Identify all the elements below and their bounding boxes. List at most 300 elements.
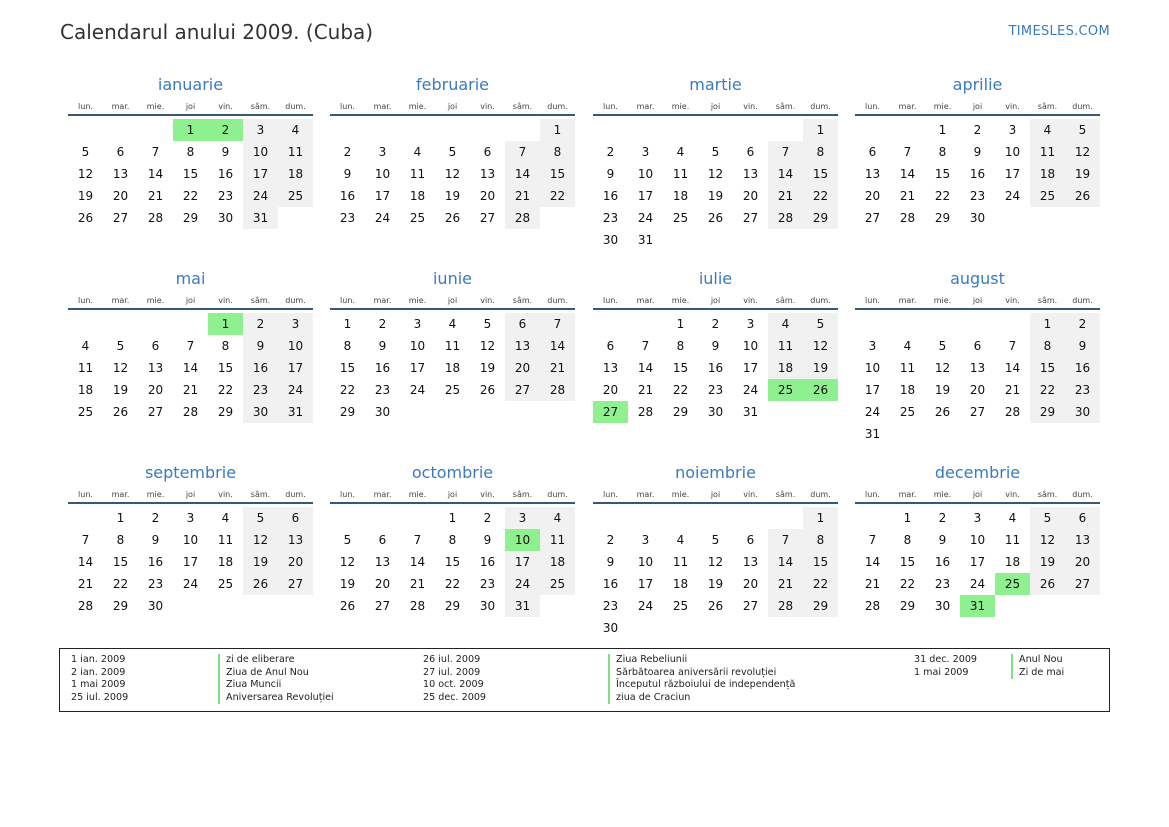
day-cell[interactable]: 26: [339, 599, 356, 613]
day-cell[interactable]: 31: [637, 233, 654, 247]
day-cell[interactable]: 23: [243, 379, 278, 401]
day-cell[interactable]: 29: [1030, 401, 1065, 423]
day-cell[interactable]: 23: [707, 383, 724, 397]
day-cell[interactable]: 30: [1065, 401, 1100, 423]
day-cell[interactable]: 23: [602, 599, 619, 613]
day-cell[interactable]: 5: [938, 339, 947, 353]
day-cell[interactable]: 21: [540, 357, 575, 379]
day-cell[interactable]: 30: [602, 233, 619, 247]
day-cell[interactable]: 28: [182, 405, 199, 419]
day-cell[interactable]: 30: [374, 405, 391, 419]
day-cell[interactable]: 12: [707, 555, 724, 569]
day-cell[interactable]: 13: [864, 167, 881, 181]
day-cell[interactable]: 6: [278, 507, 313, 529]
day-cell[interactable]: 16: [374, 361, 391, 375]
day-cell[interactable]: 21: [864, 577, 881, 591]
day-cell[interactable]: 30: [934, 599, 951, 613]
day-cell[interactable]: 18: [768, 357, 803, 379]
day-cell[interactable]: 14: [409, 555, 426, 569]
day-cell[interactable]: 6: [151, 339, 160, 353]
day-cell[interactable]: 21: [505, 185, 540, 207]
day-cell[interactable]: 10: [505, 529, 540, 551]
day-cell[interactable]: 28: [637, 405, 654, 419]
day-cell[interactable]: 3: [868, 339, 877, 353]
day-cell[interactable]: 6: [1065, 507, 1100, 529]
day-cell[interactable]: 3: [243, 119, 278, 141]
day-cell[interactable]: 7: [768, 141, 803, 163]
day-cell[interactable]: 15: [182, 167, 199, 181]
day-cell[interactable]: 5: [448, 145, 457, 159]
day-cell[interactable]: 22: [672, 383, 689, 397]
day-cell[interactable]: 14: [505, 163, 540, 185]
day-cell[interactable]: 9: [606, 167, 615, 181]
day-cell[interactable]: 21: [1004, 383, 1021, 397]
day-cell[interactable]: 11: [444, 339, 461, 353]
day-cell[interactable]: 2: [343, 145, 352, 159]
day-cell[interactable]: 18: [278, 163, 313, 185]
day-cell[interactable]: 5: [81, 145, 90, 159]
day-cell[interactable]: 12: [112, 361, 129, 375]
day-cell[interactable]: 1: [803, 507, 838, 529]
day-cell[interactable]: 17: [409, 361, 426, 375]
day-cell[interactable]: 27: [278, 573, 313, 595]
day-cell[interactable]: 2: [938, 511, 947, 525]
day-cell[interactable]: 22: [182, 189, 199, 203]
day-cell[interactable]: 24: [182, 577, 199, 591]
day-cell[interactable]: 3: [413, 317, 422, 331]
day-cell[interactable]: 17: [637, 189, 654, 203]
day-cell[interactable]: 8: [186, 145, 195, 159]
day-cell[interactable]: 21: [768, 185, 803, 207]
day-cell[interactable]: 14: [768, 163, 803, 185]
day-cell[interactable]: 23: [602, 211, 619, 225]
day-cell[interactable]: 2: [606, 533, 615, 547]
day-cell[interactable]: 22: [1030, 379, 1065, 401]
day-cell[interactable]: 9: [1065, 335, 1100, 357]
day-cell[interactable]: 24: [864, 405, 881, 419]
day-cell[interactable]: 10: [409, 339, 426, 353]
day-cell[interactable]: 12: [1065, 141, 1100, 163]
day-cell[interactable]: 27: [864, 211, 881, 225]
day-cell[interactable]: 26: [112, 405, 129, 419]
day-cell[interactable]: 4: [81, 339, 90, 353]
day-cell[interactable]: 1: [448, 511, 457, 525]
day-cell[interactable]: 24: [505, 573, 540, 595]
day-cell[interactable]: 4: [448, 317, 457, 331]
day-cell[interactable]: 15: [112, 555, 129, 569]
day-cell[interactable]: 25: [1030, 185, 1065, 207]
day-cell[interactable]: 4: [221, 511, 230, 525]
day-cell[interactable]: 10: [374, 167, 391, 181]
day-cell[interactable]: 28: [409, 599, 426, 613]
day-cell[interactable]: 16: [243, 357, 278, 379]
day-cell[interactable]: 17: [278, 357, 313, 379]
day-cell[interactable]: 30: [602, 621, 619, 635]
day-cell[interactable]: 6: [378, 533, 387, 547]
day-cell[interactable]: 31: [278, 401, 313, 423]
day-cell[interactable]: 20: [112, 189, 129, 203]
day-cell[interactable]: 10: [278, 335, 313, 357]
day-cell[interactable]: 11: [672, 167, 689, 181]
day-cell[interactable]: 24: [374, 211, 391, 225]
day-cell[interactable]: 20: [479, 189, 496, 203]
day-cell[interactable]: 15: [540, 163, 575, 185]
day-cell[interactable]: 18: [77, 383, 94, 397]
day-cell[interactable]: 27: [742, 211, 759, 225]
day-cell[interactable]: 20: [505, 357, 540, 379]
day-cell[interactable]: 5: [711, 145, 720, 159]
day-cell[interactable]: 3: [278, 313, 313, 335]
day-cell[interactable]: 17: [1004, 167, 1021, 181]
day-cell[interactable]: 30: [479, 599, 496, 613]
day-cell[interactable]: 16: [969, 167, 986, 181]
day-cell[interactable]: 22: [112, 577, 129, 591]
day-cell[interactable]: 22: [803, 573, 838, 595]
day-cell[interactable]: 5: [116, 339, 125, 353]
day-cell[interactable]: 25: [768, 379, 803, 401]
day-cell[interactable]: 24: [1004, 189, 1021, 203]
day-cell[interactable]: 26: [934, 405, 951, 419]
day-cell[interactable]: 24: [278, 379, 313, 401]
day-cell[interactable]: 13: [969, 361, 986, 375]
day-cell[interactable]: 29: [934, 211, 951, 225]
day-cell[interactable]: 25: [899, 405, 916, 419]
day-cell[interactable]: 7: [868, 533, 877, 547]
day-cell[interactable]: 17: [505, 551, 540, 573]
day-cell[interactable]: 26: [1030, 573, 1065, 595]
day-cell[interactable]: 5: [803, 313, 838, 335]
day-cell[interactable]: 18: [899, 383, 916, 397]
day-cell[interactable]: 16: [602, 577, 619, 591]
day-cell[interactable]: 17: [864, 383, 881, 397]
day-cell[interactable]: 27: [969, 405, 986, 419]
day-cell[interactable]: 3: [973, 511, 982, 525]
day-cell[interactable]: 4: [768, 313, 803, 335]
day-cell[interactable]: 18: [1030, 163, 1065, 185]
day-cell[interactable]: 12: [1030, 529, 1065, 551]
day-cell[interactable]: 27: [479, 211, 496, 225]
day-cell[interactable]: 21: [77, 577, 94, 591]
day-cell[interactable]: 9: [711, 339, 720, 353]
day-cell[interactable]: 2: [378, 317, 387, 331]
day-cell[interactable]: 10: [864, 361, 881, 375]
day-cell[interactable]: 1: [343, 317, 352, 331]
day-cell[interactable]: 3: [641, 533, 650, 547]
day-cell[interactable]: 13: [112, 167, 129, 181]
day-cell[interactable]: 21: [899, 189, 916, 203]
day-cell[interactable]: 16: [147, 555, 164, 569]
day-cell[interactable]: 25: [995, 573, 1030, 595]
day-cell[interactable]: 1: [540, 119, 575, 141]
day-cell[interactable]: 13: [479, 167, 496, 181]
day-cell[interactable]: 3: [1008, 123, 1017, 137]
day-cell[interactable]: 8: [938, 145, 947, 159]
day-cell[interactable]: 26: [803, 379, 838, 401]
day-cell[interactable]: 17: [243, 163, 278, 185]
day-cell[interactable]: 12: [444, 167, 461, 181]
day-cell[interactable]: 3: [505, 507, 540, 529]
day-cell[interactable]: 22: [444, 577, 461, 591]
day-cell[interactable]: 25: [672, 211, 689, 225]
day-cell[interactable]: 20: [742, 577, 759, 591]
day-cell[interactable]: 1: [1030, 313, 1065, 335]
day-cell[interactable]: 10: [637, 167, 654, 181]
day-cell[interactable]: 10: [969, 533, 986, 547]
day-cell[interactable]: 12: [707, 167, 724, 181]
day-cell[interactable]: 8: [903, 533, 912, 547]
day-cell[interactable]: 28: [864, 599, 881, 613]
day-cell[interactable]: 27: [112, 211, 129, 225]
day-cell[interactable]: 8: [1030, 335, 1065, 357]
day-cell[interactable]: 16: [1065, 357, 1100, 379]
day-cell[interactable]: 14: [77, 555, 94, 569]
day-cell[interactable]: 13: [602, 361, 619, 375]
day-cell[interactable]: 8: [540, 141, 575, 163]
day-cell[interactable]: 10: [182, 533, 199, 547]
day-cell[interactable]: 18: [1004, 555, 1021, 569]
day-cell[interactable]: 17: [969, 555, 986, 569]
day-cell[interactable]: 4: [540, 507, 575, 529]
day-cell[interactable]: 27: [374, 599, 391, 613]
day-cell[interactable]: 11: [540, 529, 575, 551]
site-link[interactable]: TIMESLES.COM: [1008, 24, 1110, 39]
day-cell[interactable]: 11: [278, 141, 313, 163]
day-cell[interactable]: 30: [243, 401, 278, 423]
day-cell[interactable]: 28: [768, 207, 803, 229]
day-cell[interactable]: 7: [768, 529, 803, 551]
day-cell[interactable]: 2: [606, 145, 615, 159]
day-cell[interactable]: 27: [505, 379, 540, 401]
day-cell[interactable]: 22: [934, 189, 951, 203]
day-cell[interactable]: 9: [606, 555, 615, 569]
day-cell[interactable]: 13: [147, 361, 164, 375]
day-cell[interactable]: 29: [444, 599, 461, 613]
day-cell[interactable]: 28: [899, 211, 916, 225]
day-cell[interactable]: 9: [343, 167, 352, 181]
day-cell[interactable]: 7: [903, 145, 912, 159]
day-cell[interactable]: 23: [374, 383, 391, 397]
day-cell[interactable]: 9: [151, 533, 160, 547]
day-cell[interactable]: 8: [221, 339, 230, 353]
day-cell[interactable]: 18: [672, 189, 689, 203]
day-cell[interactable]: 25: [672, 599, 689, 613]
day-cell[interactable]: 3: [746, 317, 755, 331]
day-cell[interactable]: 22: [540, 185, 575, 207]
day-cell[interactable]: 4: [1008, 511, 1017, 525]
day-cell[interactable]: 9: [483, 533, 492, 547]
day-cell[interactable]: 24: [742, 383, 759, 397]
day-cell[interactable]: 14: [637, 361, 654, 375]
day-cell[interactable]: 13: [374, 555, 391, 569]
day-cell[interactable]: 31: [505, 595, 540, 617]
day-cell[interactable]: 16: [217, 167, 234, 181]
day-cell[interactable]: 19: [1030, 551, 1065, 573]
day-cell[interactable]: 6: [483, 145, 492, 159]
day-cell[interactable]: 26: [444, 211, 461, 225]
day-cell[interactable]: 7: [186, 339, 195, 353]
day-cell[interactable]: 14: [768, 551, 803, 573]
day-cell[interactable]: 28: [768, 595, 803, 617]
day-cell[interactable]: 20: [1065, 551, 1100, 573]
day-cell[interactable]: 18: [540, 551, 575, 573]
day-cell[interactable]: 5: [343, 533, 352, 547]
day-cell[interactable]: 17: [182, 555, 199, 569]
day-cell[interactable]: 26: [77, 211, 94, 225]
day-cell[interactable]: 21: [768, 573, 803, 595]
day-cell[interactable]: 7: [413, 533, 422, 547]
day-cell[interactable]: 24: [969, 577, 986, 591]
day-cell[interactable]: 4: [676, 533, 685, 547]
day-cell[interactable]: 9: [973, 145, 982, 159]
day-cell[interactable]: 4: [413, 145, 422, 159]
day-cell[interactable]: 21: [147, 189, 164, 203]
day-cell[interactable]: 4: [278, 119, 313, 141]
day-cell[interactable]: 25: [217, 577, 234, 591]
day-cell[interactable]: 15: [934, 167, 951, 181]
day-cell[interactable]: 9: [221, 145, 230, 159]
day-cell[interactable]: 7: [81, 533, 90, 547]
day-cell[interactable]: 29: [339, 405, 356, 419]
day-cell[interactable]: 13: [278, 529, 313, 551]
day-cell[interactable]: 6: [606, 339, 615, 353]
day-cell[interactable]: 15: [1030, 357, 1065, 379]
day-cell[interactable]: 12: [803, 335, 838, 357]
day-cell[interactable]: 4: [1030, 119, 1065, 141]
day-cell[interactable]: 26: [243, 573, 278, 595]
day-cell[interactable]: 5: [483, 317, 492, 331]
day-cell[interactable]: 18: [217, 555, 234, 569]
day-cell[interactable]: 30: [147, 599, 164, 613]
day-cell[interactable]: 31: [960, 595, 995, 617]
day-cell[interactable]: 20: [742, 189, 759, 203]
day-cell[interactable]: 29: [672, 405, 689, 419]
day-cell[interactable]: 5: [711, 533, 720, 547]
day-cell[interactable]: 19: [479, 361, 496, 375]
day-cell[interactable]: 16: [479, 555, 496, 569]
day-cell[interactable]: 19: [339, 577, 356, 591]
day-cell[interactable]: 31: [243, 207, 278, 229]
day-cell[interactable]: 10: [742, 339, 759, 353]
day-cell[interactable]: 12: [243, 529, 278, 551]
day-cell[interactable]: 23: [1065, 379, 1100, 401]
day-cell[interactable]: 8: [676, 339, 685, 353]
day-cell[interactable]: 27: [742, 599, 759, 613]
day-cell[interactable]: 24: [637, 599, 654, 613]
day-cell[interactable]: 2: [973, 123, 982, 137]
day-cell[interactable]: 1: [116, 511, 125, 525]
day-cell[interactable]: 12: [77, 167, 94, 181]
day-cell[interactable]: 8: [343, 339, 352, 353]
day-cell[interactable]: 3: [641, 145, 650, 159]
day-cell[interactable]: 25: [77, 405, 94, 419]
day-cell[interactable]: 20: [602, 383, 619, 397]
day-cell[interactable]: 10: [637, 555, 654, 569]
day-cell[interactable]: 6: [746, 533, 755, 547]
day-cell[interactable]: 15: [339, 361, 356, 375]
day-cell[interactable]: 7: [151, 145, 160, 159]
day-cell[interactable]: 5: [1065, 119, 1100, 141]
day-cell[interactable]: 29: [899, 599, 916, 613]
day-cell[interactable]: 8: [116, 533, 125, 547]
day-cell[interactable]: 15: [217, 361, 234, 375]
day-cell[interactable]: 13: [505, 335, 540, 357]
day-cell[interactable]: 30: [969, 211, 986, 225]
day-cell[interactable]: 18: [409, 189, 426, 203]
day-cell[interactable]: 1: [803, 119, 838, 141]
day-cell[interactable]: 19: [444, 189, 461, 203]
day-cell[interactable]: 28: [147, 211, 164, 225]
day-cell[interactable]: 11: [672, 555, 689, 569]
day-cell[interactable]: 19: [243, 551, 278, 573]
day-cell[interactable]: 16: [934, 555, 951, 569]
day-cell[interactable]: 1: [676, 317, 685, 331]
day-cell[interactable]: 6: [505, 313, 540, 335]
day-cell[interactable]: 11: [899, 361, 916, 375]
day-cell[interactable]: 2: [483, 511, 492, 525]
day-cell[interactable]: 12: [479, 339, 496, 353]
day-cell[interactable]: 22: [899, 577, 916, 591]
day-cell[interactable]: 6: [973, 339, 982, 353]
day-cell[interactable]: 22: [803, 185, 838, 207]
day-cell[interactable]: 4: [903, 339, 912, 353]
day-cell[interactable]: 21: [637, 383, 654, 397]
day-cell[interactable]: 9: [243, 335, 278, 357]
day-cell[interactable]: 16: [339, 189, 356, 203]
day-cell[interactable]: 3: [186, 511, 195, 525]
day-cell[interactable]: 25: [409, 211, 426, 225]
day-cell[interactable]: 6: [868, 145, 877, 159]
day-cell[interactable]: 18: [672, 577, 689, 591]
day-cell[interactable]: 7: [505, 141, 540, 163]
day-cell[interactable]: 18: [444, 361, 461, 375]
day-cell[interactable]: 26: [479, 383, 496, 397]
day-cell[interactable]: 6: [746, 145, 755, 159]
day-cell[interactable]: 8: [803, 141, 838, 163]
day-cell[interactable]: 3: [378, 145, 387, 159]
day-cell[interactable]: 24: [243, 185, 278, 207]
day-cell[interactable]: 20: [278, 551, 313, 573]
day-cell[interactable]: 29: [803, 207, 838, 229]
day-cell[interactable]: 15: [444, 555, 461, 569]
day-cell[interactable]: 29: [217, 405, 234, 419]
day-cell[interactable]: 15: [899, 555, 916, 569]
day-cell[interactable]: 19: [1065, 163, 1100, 185]
day-cell[interactable]: 9: [938, 533, 947, 547]
day-cell[interactable]: 2: [1065, 313, 1100, 335]
day-cell[interactable]: 20: [864, 189, 881, 203]
day-cell[interactable]: 23: [969, 189, 986, 203]
day-cell[interactable]: 13: [1065, 529, 1100, 551]
day-cell[interactable]: 20: [147, 383, 164, 397]
day-cell[interactable]: 19: [934, 383, 951, 397]
day-cell[interactable]: 19: [77, 189, 94, 203]
day-cell[interactable]: 8: [448, 533, 457, 547]
day-cell[interactable]: 8: [803, 529, 838, 551]
day-cell[interactable]: 1: [173, 119, 208, 141]
day-cell[interactable]: 27: [1065, 573, 1100, 595]
day-cell[interactable]: 14: [864, 555, 881, 569]
day-cell[interactable]: 22: [339, 383, 356, 397]
day-cell[interactable]: 19: [707, 189, 724, 203]
day-cell[interactable]: 26: [1065, 185, 1100, 207]
day-cell[interactable]: 26: [707, 599, 724, 613]
day-cell[interactable]: 23: [934, 577, 951, 591]
day-cell[interactable]: 9: [378, 339, 387, 353]
day-cell[interactable]: 15: [672, 361, 689, 375]
day-cell[interactable]: 1: [903, 511, 912, 525]
day-cell[interactable]: 5: [243, 507, 278, 529]
day-cell[interactable]: 14: [147, 167, 164, 181]
